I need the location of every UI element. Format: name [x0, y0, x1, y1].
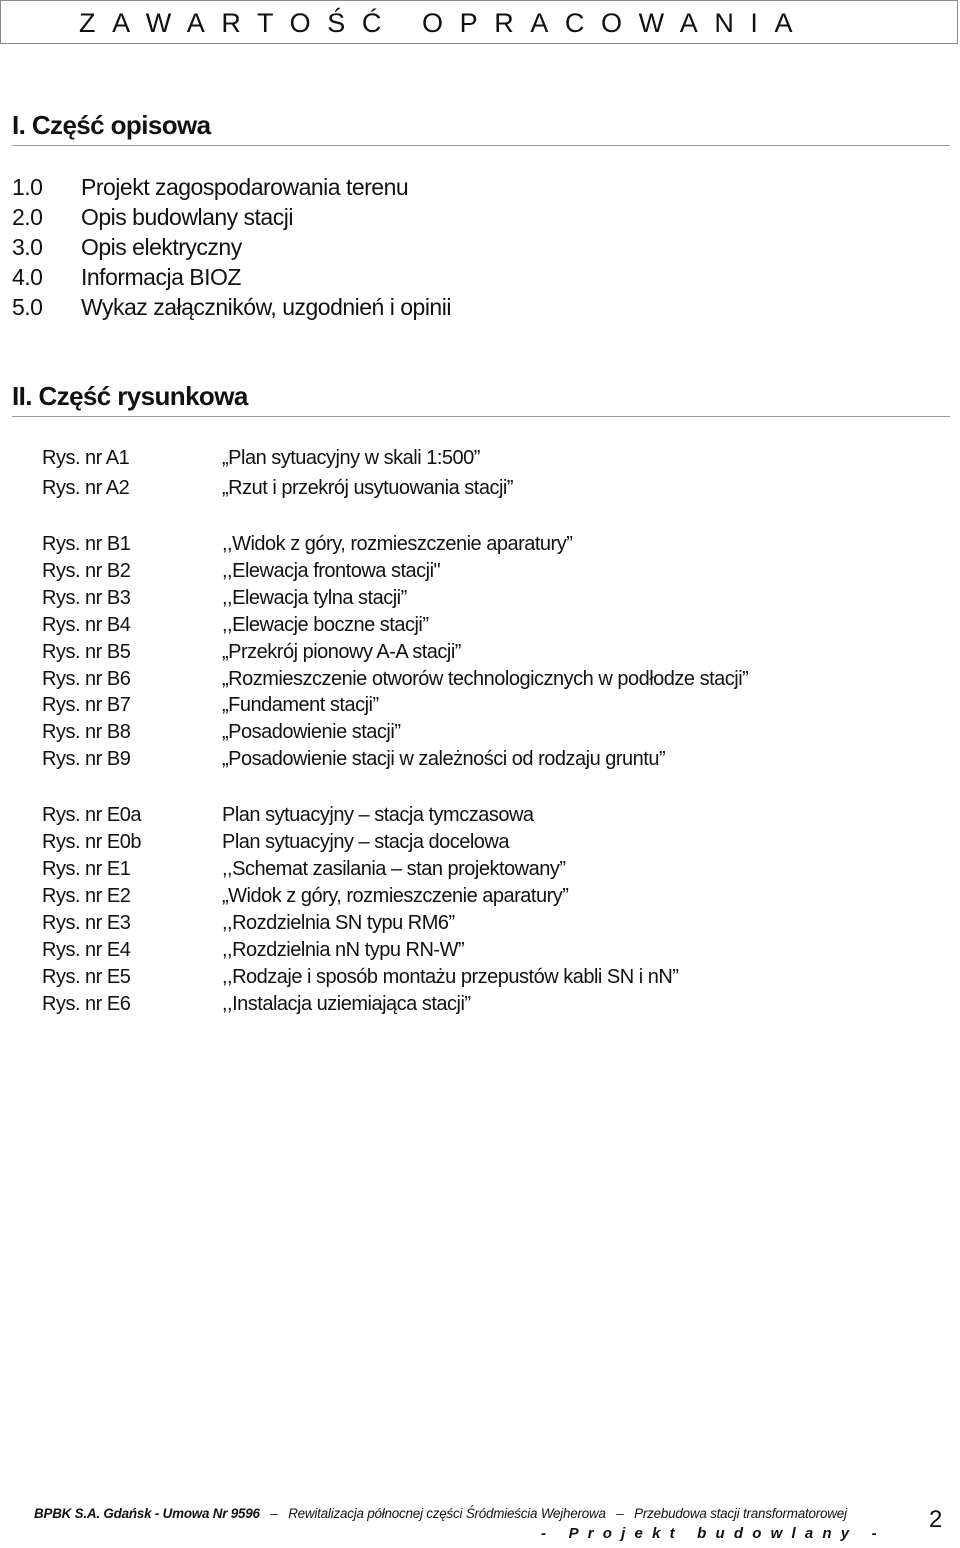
footer-line: [34, 1506, 847, 1521]
drawing-code: Rys. nr A2: [42, 477, 130, 499]
toc-item: [12, 174, 451, 204]
footer-document-type: - Projekt budowlany -: [541, 1525, 886, 1542]
drawing-description: ,,Rozdzielnia SN typu RM6”: [222, 912, 455, 934]
drawing-code: Rys. nr A1: [42, 447, 130, 469]
drawing-code: Rys. nr B3: [42, 587, 131, 609]
drawing-description: „Rzut i przekrój usytuowania stacji”: [222, 477, 513, 499]
drawing-description: „Widok z góry, rozmieszczenie aparatury”: [222, 885, 569, 907]
drawing-code: Rys. nr B4: [42, 614, 131, 636]
drawing-code: Rys. nr E4: [42, 939, 131, 961]
section-heading-drawings: II. Część rysunkowa: [12, 381, 950, 417]
page-number: 2: [929, 1506, 943, 1533]
toc-item-label: Wykaz załączników, uzgodnień i opinii: [81, 294, 451, 320]
drawing-code: Rys. nr B5: [42, 641, 131, 663]
drawing-code: Rys. nr E5: [42, 966, 131, 988]
toc-item-number: 5.0: [12, 294, 43, 320]
drawing-description: „Posadowienie stacji”: [222, 721, 401, 743]
drawing-description: ,,Elewacja tylna stacji”: [222, 587, 407, 609]
drawing-description: ,,Elewacje boczne stacji”: [222, 614, 429, 636]
footer-company: BPBK S.A. Gdańsk - Umowa Nr 9596: [34, 1506, 260, 1521]
toc-item: [12, 204, 451, 234]
toc-item-label: Opis elektryczny: [81, 234, 242, 260]
footer-task: Przebudowa stacji transformatorowej: [634, 1506, 847, 1521]
toc-item-label: Opis budowlany stacji: [81, 204, 293, 230]
drawing-code: Rys. nr B1: [42, 533, 131, 555]
section-heading-descriptive: I. Część opisowa: [12, 110, 950, 146]
footer-separator: –: [263, 1506, 285, 1521]
toc-item: [12, 264, 451, 294]
toc-item-number: 3.0: [12, 234, 43, 260]
drawing-description: „Przekrój pionowy A-A stacji”: [222, 641, 461, 663]
drawing-description: ,,Rozdzielnia nN typu RN-W”: [222, 939, 465, 961]
toc-item-label: Projekt zagospodarowania terenu: [81, 174, 409, 200]
drawing-code: Rys. nr B9: [42, 748, 131, 770]
document-title-box: [0, 0, 958, 44]
toc-item-number: 1.0: [12, 174, 43, 200]
drawing-code: Rys. nr E6: [42, 993, 131, 1015]
drawing-code: Rys. nr B7: [42, 694, 131, 716]
drawing-description: „Posadowienie stacji w zależności od rodzaju gruntu”: [222, 748, 666, 770]
page-footer: [0, 1500, 960, 1548]
footer-project: Rewitalizacja północnej części Śródmieścia Wejherowa: [288, 1506, 606, 1521]
drawing-code: Rys. nr E3: [42, 912, 131, 934]
descriptive-part-list: [12, 174, 451, 324]
drawing-code: Rys. nr B8: [42, 721, 131, 743]
drawing-code: Rys. nr E1: [42, 858, 131, 880]
toc-item-number: 2.0: [12, 204, 43, 230]
drawing-description: ,,Instalacja uziemiająca stacji”: [222, 993, 471, 1015]
drawing-description: ,,Rodzaje i sposób montażu przepustów kabli SN i nN”: [222, 966, 679, 988]
toc-item: [12, 294, 451, 324]
drawing-description: Plan sytuacyjny – stacja tymczasowa: [222, 804, 534, 826]
drawing-description: ,,Widok z góry, rozmieszczenie aparatury”: [222, 533, 573, 555]
drawing-description: Plan sytuacyjny – stacja docelowa: [222, 831, 509, 853]
drawing-description: ,,Elewacja frontowa stacji": [222, 560, 441, 582]
document-title: ZAWARTOŚĆ OPRACOWANIA: [79, 8, 810, 38]
toc-item: [12, 234, 451, 264]
drawing-description: „Plan sytuacyjny w skali 1:500”: [222, 447, 480, 469]
drawing-description: „Rozmieszczenie otworów technologicznych w podłodze stacji”: [222, 668, 749, 690]
drawing-code: Rys. nr E2: [42, 885, 131, 907]
toc-item-number: 4.0: [12, 264, 43, 290]
drawing-description: „Fundament stacji”: [222, 694, 379, 716]
drawing-code: Rys. nr E0a: [42, 804, 141, 826]
drawing-description: ,,Schemat zasilania – stan projektowany”: [222, 858, 566, 880]
drawing-code: Rys. nr B2: [42, 560, 131, 582]
footer-separator: –: [609, 1506, 631, 1521]
drawing-code: Rys. nr E0b: [42, 831, 141, 853]
toc-item-label: Informacja BIOZ: [81, 264, 241, 290]
drawing-code: Rys. nr B6: [42, 668, 131, 690]
